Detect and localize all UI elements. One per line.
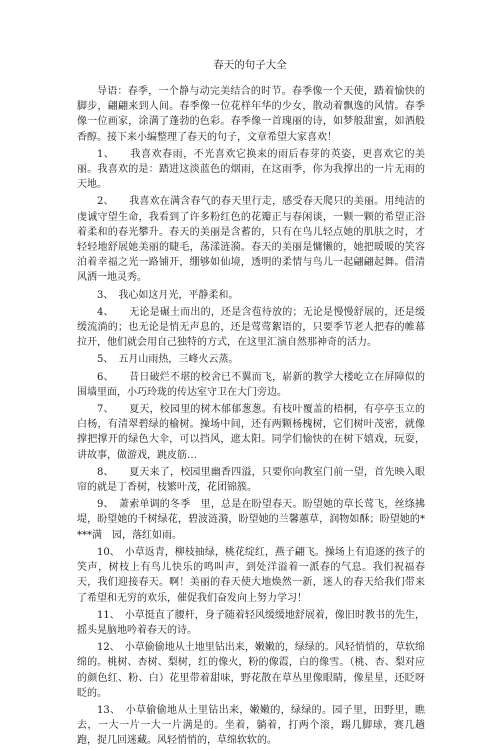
paragraph-9: 9、 萧索单调的冬季 里，总是在盼望春天。盼望她的草长莺飞，丝绦拂堤，盼望她的千树绿花，碧波涟漪，盼望她的兰馨蕙草，润物如酥；盼望她的****满 园，落红如雨。 [77,499,425,541]
paragraph-3: 3、 我心如这月光，平静柔和。 [97,289,239,301]
paragraph-5: 5、 五月山雨热，三峰火云蒸。 [97,354,239,366]
paragraph-6: 6、 昔日破烂不堪的校舍已不翼而飞，崭新的教学大楼屹立在屏障似的围墙里面，小巧玲珑的传达室守卫在大门旁边。 [77,371,425,398]
paragraph-11: 11、 小草挺直了腰杆，身子随着轻风缓缓地舒展着，像旧时教书的先生，摇头晃脑地吟着春天的诗。 [77,609,425,636]
document-title: 春天的句子大全 [213,59,287,71]
paragraph-10: 10、 小草返青，柳枝抽绿，桃花绽红，燕子翩飞。操场上有追逐的孩子的笑声，树枝上有鸟儿快乐的鸣叫声，到处洋溢着一派春的气息。我们祝福春天，我们迎接春天。啊！美丽的春天使大地焕然一新，迷人的春天给我们带来了希望和无穷的欢乐，催促我们奋发向上努力学习！ [77,546,425,604]
paragraph-4: 4、 无论是碾土而出的，还是含苞待放的；无论是慢慢舒展的，还是缓缓流淌的；也无论是悄无声息的，还是莺莺絮语的，只要季节老人把春的帷幕拉开，他们就会用自己独特的方式，在这里汇演自然那神奇的活力。 [77,306,425,349]
paragraph-1: 1、 我喜欢春雨，不光喜欢它换来的雨后春芽的英姿，更喜欢它的美丽。我喜欢的是：踏进这淡蓝色的烟雨，在这雨季，你为我撑出的一片无雨的天地。 [77,148,425,191]
paragraph-7: 7、 夏天，校园里的树木郁郁葱葱。有枝叶覆盖的梧桐，有亭亭玉立的白杨，有清翠碧绿的榆树。操场中间，还有两颗杨槐树，它们树叶茂密，就像撑把撑开的绿色大伞，可以挡风，遮太阳。同学们愉快的在树下嬉戏，玩耍，讲故事，做游戏，跳皮筋… [77,404,425,461]
paragraph-2: 2、 我喜欢在满含春气的春天里行走，感受春天爬只的美丽。用纯洁的虔诚守望生命，我看到了许多粉红色的花瓣正与春闲谈，一颗一颗的希望正浴着柔和的春光攀升。春天的美丽是含蓄的，只有在鸟儿轻点她的肌肤之时，才轻轻地舒展她美丽的睫毛，荡漾涟漪。春天的美丽是慵懒的，她把暖暖的笑容泊着幸福之光一路铺开，绷够如仙境，透明的柔情与鸟儿一起翩翩起舞。借清风洒一地灵秀。 [77,196,425,284]
paragraph-12: 12、 小草偷偷地从土地里钻出来，嫩嫩的，绿绿的。风轻悄悄的，草软绵绵的。桃树、杏树、梨树，红的像火，粉的像霞，白的像雪。（桃、杏、梨对应的颜色红、粉、白）花里带着甜味，野花散在草丛里像眼睛，像星星，还眨呀眨的。 [77,642,425,699]
paragraph-8: 8、 夏天来了，校园里幽香四溢，只要你向教室门前一望，首先映入眼帘的就是丁香树，枝繁叶茂，花团锦簇。 [77,466,425,494]
document-body [77,84,425,751]
paragraph-13: 13、 小草偷偷地从土里钻出来，嫩嫩的，绿绿的。园子里，田野里，瞧去，一大一片一大一片满是的。坐着，躺着，打两个滚，踢几脚球，赛几趟跑，捉几回迷藏。风轻悄悄的，草绵软软的。 [77,704,425,747]
intro-paragraph: 导语：春季，一个静与动完美结合的时节。春季像一个天使，踏着愉快的脚步，翩翩来到人间。春季像一位花样年华的少女，散动着飘逸的风情。春季像一位画家，涂满了蓬勃的色彩。春季像一首瑰丽的诗，如梦般甜蜜，如酒般香醇。接下来小编整理了春天的句子，文章希望大家喜欢！ [77,86,425,143]
